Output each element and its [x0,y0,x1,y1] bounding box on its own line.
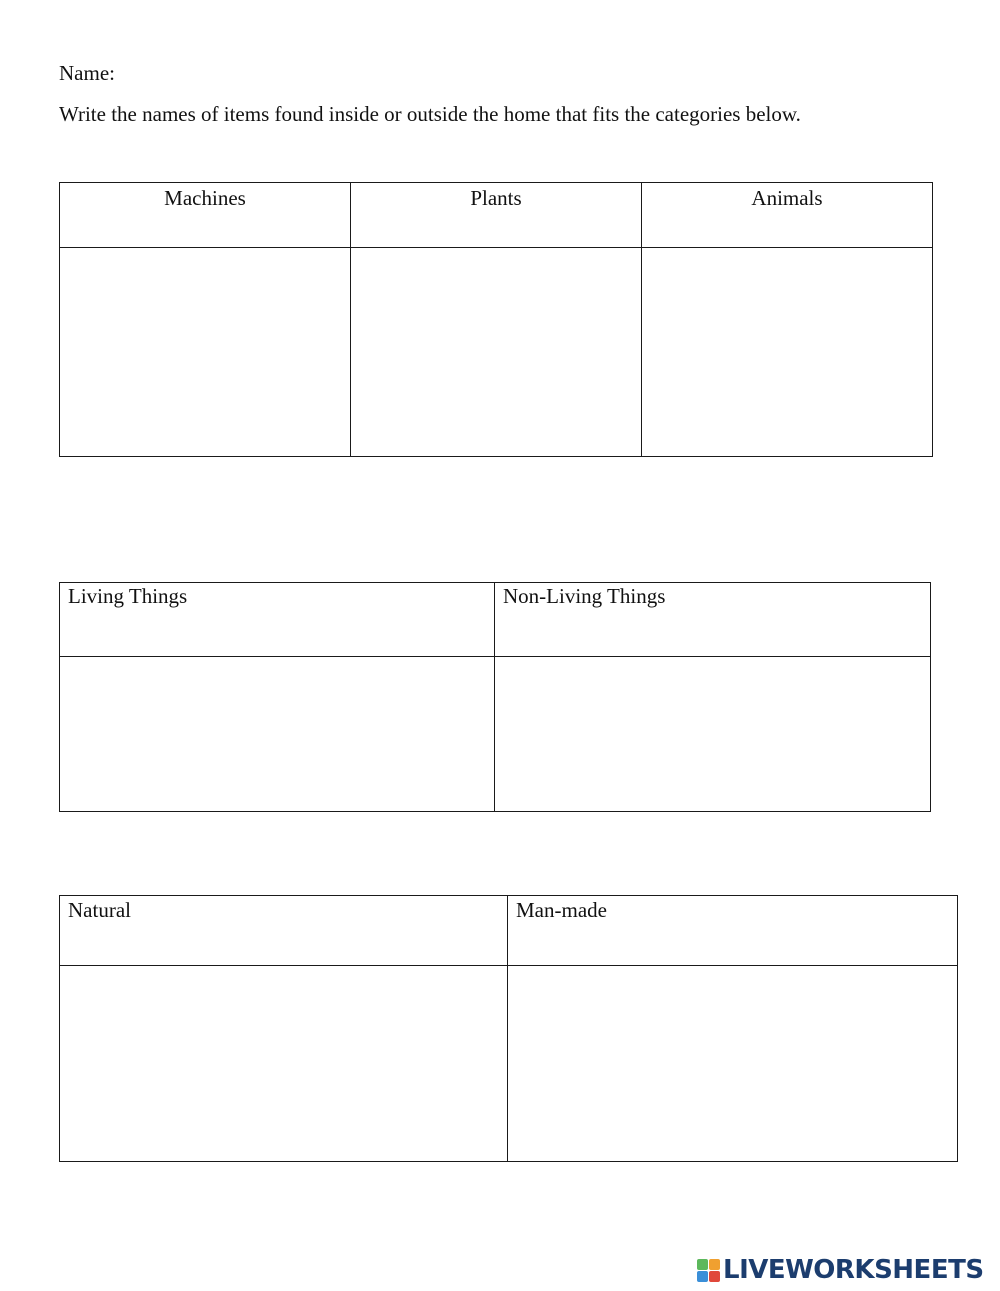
logo-square-orange [709,1259,720,1270]
header-label: Machines [164,186,246,210]
table-header-row [60,896,958,966]
categories-table-1 [59,182,933,457]
answer-cell-man-made[interactable] [508,966,958,1162]
liveworksheets-watermark [697,1255,984,1285]
categories-table-2 [59,582,931,812]
table-answer-row [60,248,933,457]
header-cell-living-things [60,583,495,657]
header-cell-machines [60,183,351,248]
logo-square-red [709,1271,720,1282]
header-label: Natural [68,898,131,922]
logo-square-blue [697,1271,708,1282]
categories-table-3 [59,895,958,1162]
table-header-row [60,583,931,657]
answer-cell-natural[interactable] [60,966,508,1162]
header-label: Non-Living Things [503,584,666,608]
table-header-row [60,183,933,248]
answer-cell-animals[interactable] [642,248,933,457]
header-label: Plants [470,186,522,210]
logo-square-green [697,1259,708,1270]
header-label: Living Things [68,584,188,608]
header-cell-man-made [508,896,958,966]
instructions-text: Write the names of items found inside or outside the home that fits the categories below. [59,102,801,126]
answer-cell-living-things[interactable] [60,657,495,812]
answer-cell-non-living-things[interactable] [495,657,931,812]
header-cell-natural [60,896,508,966]
table-answer-row [60,657,931,812]
answer-cell-machines[interactable] [60,248,351,457]
answer-cell-plants[interactable] [351,248,642,457]
name-label: Name: [59,61,115,85]
header-cell-non-living-things [495,583,931,657]
header-cell-animals [642,183,933,248]
header-label: Animals [751,186,823,210]
header-label: Man-made [516,898,607,922]
watermark-text: LIVEWORKSHEETS [723,1255,984,1285]
header-cell-plants [351,183,642,248]
liveworksheets-logo-icon [697,1259,720,1282]
table-answer-row [60,966,958,1162]
